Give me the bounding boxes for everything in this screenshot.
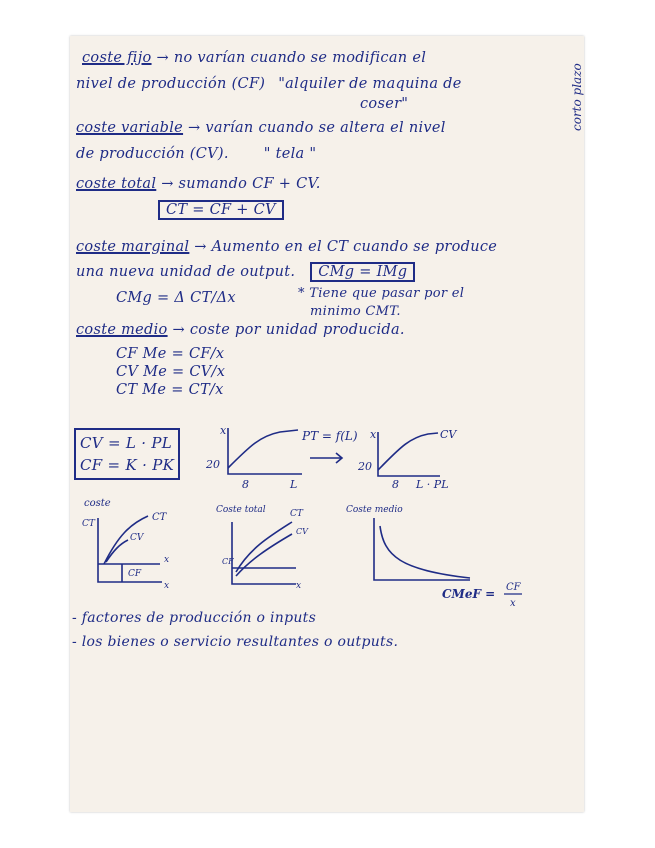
g1-xtick-label: 8 <box>242 478 249 491</box>
cv-term: coste variable <box>76 120 184 136</box>
cmg-equal-box: CMg = IMg <box>310 262 415 282</box>
ct-definition: → sumando CF + CV. <box>161 176 321 192</box>
ct-term: coste total <box>76 176 157 192</box>
ct-formula: CT = CF + CV <box>158 200 284 220</box>
cmg-formula: CMg = Δ CT/Δx <box>116 290 236 306</box>
cmg-term: coste marginal <box>76 239 190 255</box>
g4-ct-curve <box>236 522 292 572</box>
g2-curve-label: CV <box>440 428 457 441</box>
g5-formula-left: CMeF = <box>442 587 496 601</box>
g4-cv-label: CV <box>296 527 308 536</box>
g5-denominator: x <box>510 598 516 609</box>
g3-x2-label: x <box>164 581 170 591</box>
arrow-right <box>310 453 342 463</box>
g3-y-label: CT <box>82 519 95 529</box>
g1-y-label: x <box>220 424 227 437</box>
g5-cmef-curve <box>380 526 470 578</box>
cfme-formula: CF Me = CF/x <box>116 346 225 362</box>
g2-y0-label: 20 <box>358 460 372 473</box>
g2-x-label: L · PL <box>416 478 449 491</box>
cv-definition-2: de producción (CV). <box>76 146 229 162</box>
cf-term: coste fijo <box>82 50 152 66</box>
cv-eq: CV = L · PL <box>80 434 173 452</box>
g2-axes <box>378 432 440 476</box>
cv-example: " tela " <box>263 146 317 162</box>
cf-example-2: coser" <box>360 96 409 112</box>
cmg-note: * Tiene que pasar por el <box>298 286 465 301</box>
g3-cf-label: CF <box>128 569 142 579</box>
g3-title: coste <box>84 498 111 509</box>
g5-title: Coste medio <box>346 505 403 515</box>
side-note: corto plazo <box>570 63 584 131</box>
cvme-formula: CV Me = CV/x <box>116 364 226 380</box>
cf-definition: → no varían cuando se modifican el <box>156 50 427 66</box>
cme-term: coste medio <box>76 322 168 338</box>
g4-x-label: x <box>296 581 302 591</box>
g2-xtick-label: 8 <box>392 478 399 491</box>
cmg-definition-2: una nueva unidad de output. <box>76 264 296 280</box>
g2-y-label: x <box>370 428 377 441</box>
cmg-definition: → Aumento en el CT cuando se produce <box>194 239 498 255</box>
graphs-svg <box>70 36 584 812</box>
cme-definition: → coste por unidad producida. <box>172 322 405 338</box>
g4-title: Coste total <box>216 505 266 515</box>
g3-ct-label: CT <box>152 512 167 523</box>
g2-curve <box>378 433 438 470</box>
g3-x-label: x <box>164 555 170 565</box>
g4-axes <box>232 522 296 584</box>
ctme-formula: CT Me = CT/x <box>116 382 224 398</box>
g1-curve <box>228 430 298 468</box>
arrow-label: PT = f(L) <box>302 429 358 443</box>
g5-numerator: CF <box>506 582 521 593</box>
goods-line: - los bienes o servicio resultantes o outputs. <box>72 634 399 650</box>
factors-line: - factores de producción o inputs <box>72 610 317 626</box>
g4-cf-label: CF <box>222 557 234 566</box>
cmg-note-2: minimo CMT. <box>310 304 401 319</box>
cv-definition: → varían cuando se altera el nivel <box>187 120 446 136</box>
cf-definition-2: nivel de producción (CF) <box>76 76 266 92</box>
cf-example: "alquiler de maquina de <box>278 76 462 92</box>
g1-x-label: L <box>290 478 298 491</box>
g1-y0-label: 20 <box>206 458 220 471</box>
g3-cv-curve <box>106 540 128 562</box>
g4-ct-label: CT <box>290 509 303 519</box>
g1-axes <box>228 428 302 474</box>
g3-cv-label: CV <box>130 533 144 543</box>
notebook-page <box>70 36 584 812</box>
cf-eq: CF = K · PK <box>80 456 175 474</box>
